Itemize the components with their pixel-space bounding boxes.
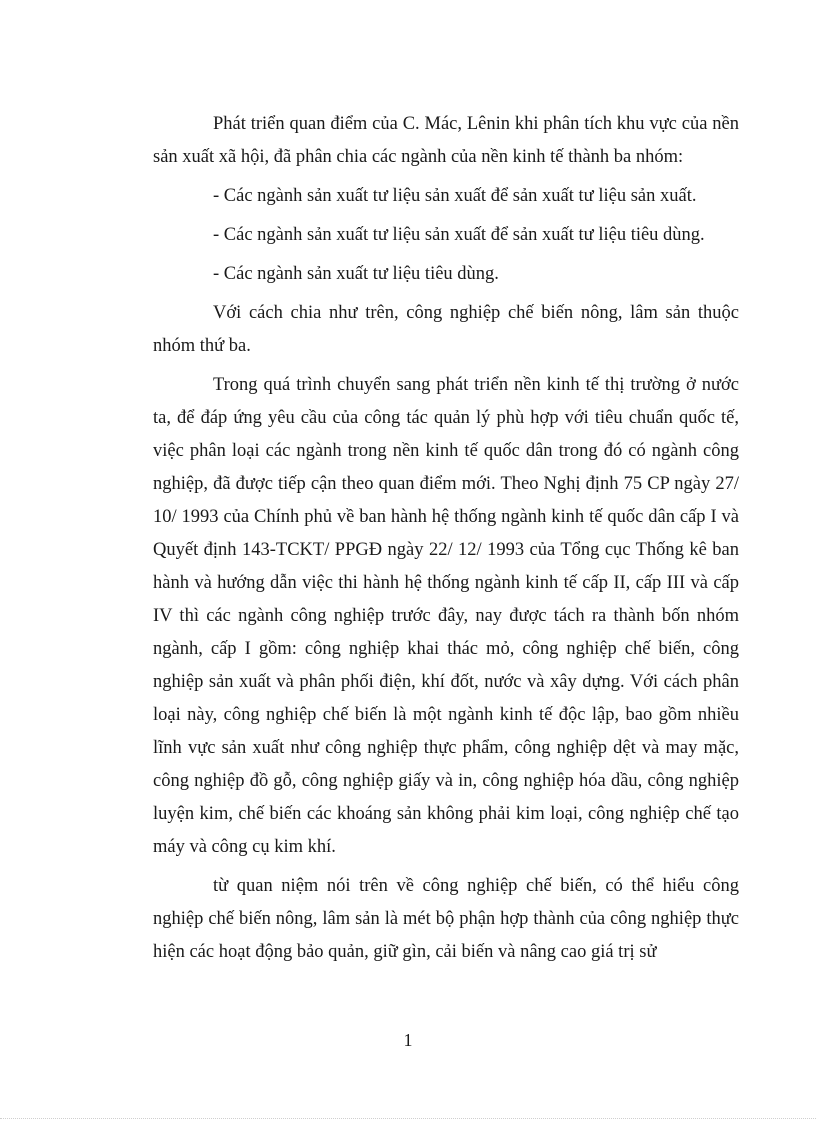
- bullet-item-3: - Các ngành sản xuất tư liệu tiêu dùng.: [213, 264, 499, 284]
- paragraph-definition: từ quan niệm nói trên về công nghiệp chế biến, có thể hiểu công nghiệp chế biến nông, lâm sản là mét bộ phận hợp thành của công nghiệp thực hiện các hoạt động bảo quản, giữ gìn, cải biến và nâng cao giá trị sử: [153, 876, 739, 962]
- paragraph-classification: Trong quá trình chuyển sang phát triển nền kinh tế thị trường ở nước ta, để đáp ứng yêu cầu của công tác quản lý phù hợp với tiêu chuẩn quốc tế, việc phân loại các ngành trong nền kinh tế quốc dân trong đó có ngành công nghiệp, đã được tiếp cận theo quan điểm mới. Theo Nghị định 75 CP ngày 27/ 10/ 1993 của Chính phủ về ban hành hệ thống ngành kinh tế quốc dân cấp I và Quyết định 143-TCKT/ PPGĐ ngày 22/ 12/ 1993 của Tổng cục Thống kê ban hành và hướng dẫn việc thi hành hệ thống ngành kinh tế cấp II, cấp III và cấp IV thì các ngành công nghiệp trước đây, nay được tách ra thành bốn nhóm ngành, cấp I gồm: công nghiệp khai thác mỏ, công nghiệp chế biến, công nghiệp sản xuất và phân phối điện, khí đốt, nước và xây dựng. Với cách phân loại này, công nghiệp chế biến là một ngành kinh tế độc lập, bao gồm nhiều lĩnh vực sản xuất như công nghiệp thực phẩm, công nghiệp dệt và may mặc, công nghiệp đồ gỗ, công nghiệp giấy và in, công nghiệp hóa dầu, công nghiệp luyện kim, chế biến các khoáng sản không phải kim loại, công nghiệp chế tạo máy và công cụ kim khí.: [153, 375, 739, 857]
- bullet-item-2: - Các ngành sản xuất tư liệu sản xuất để sản xuất tư liệu tiêu dùng.: [213, 225, 705, 245]
- page-bottom-divider: [0, 1118, 816, 1119]
- paragraph-intro: Phát triển quan điểm của C. Mác, Lênin khi phân tích khu vực của nền sản xuất xã hội, đã phân chia các ngành của nền kinh tế thành ba nhóm:: [153, 114, 739, 167]
- page-number: 1: [403, 1030, 413, 1050]
- body-text: [153, 108, 739, 975]
- paragraph-group-three: Với cách chia như trên, công nghiệp chế biến nông, lâm sản thuộc nhóm thứ ba.: [153, 303, 739, 356]
- bullet-item-1: - Các ngành sản xuất tư liệu sản xuất để sản xuất tư liệu sản xuất.: [213, 186, 697, 206]
